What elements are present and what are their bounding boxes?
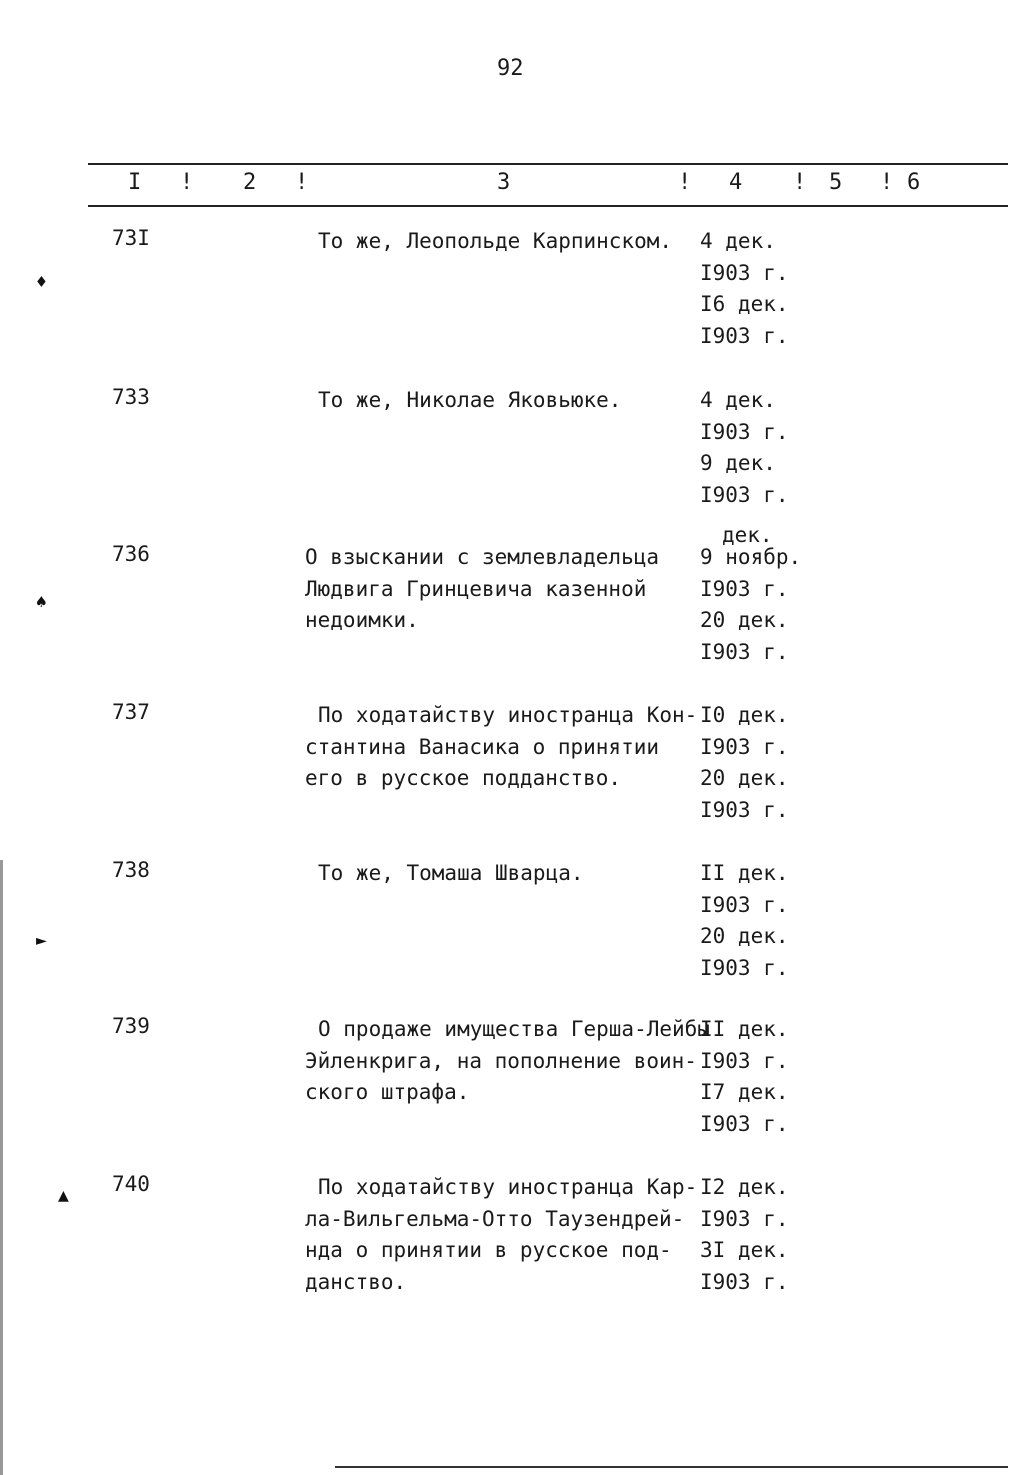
date-line: 20 дек. (700, 608, 789, 632)
entry-description (318, 385, 621, 417)
hole-punch-mark-icon: ♠ (36, 592, 47, 613)
description-line: нда о принятии в русское под- (305, 1238, 672, 1262)
description-line: То же, Николае Яковьюке. (318, 388, 622, 412)
entry-dates (700, 385, 789, 511)
date-line: I2 дек. (700, 1175, 789, 1199)
date-line: II дек. (700, 1017, 789, 1041)
column-header-6: 6 (907, 170, 921, 195)
entry-number: 738 (112, 858, 150, 882)
scan-edge-shadow (0, 860, 3, 1475)
date-line: I903 г. (700, 734, 789, 759)
column-header-3: 3 (497, 170, 511, 195)
description-line: Эйленкрига, на пополнение воин- (305, 1048, 697, 1073)
date-correction: дек. (722, 523, 773, 547)
description-line: стантина Ванасика о принятии (305, 734, 660, 759)
entry-number: 739 (112, 1014, 150, 1038)
entry-description (305, 1172, 698, 1298)
entry-description (318, 858, 584, 890)
date-line: 20 дек. (700, 924, 789, 948)
entry-dates (700, 1014, 789, 1140)
description-line: ла-Вильгельма-Отто Таузендрей- (305, 1206, 685, 1231)
entry-description (305, 542, 659, 637)
date-line: I903 г. (700, 419, 789, 444)
date-line: I903 г. (700, 892, 789, 917)
date-line: 9 дек. (700, 451, 776, 475)
column-header-1: I (128, 170, 142, 195)
hole-punch-mark-icon: ♦ (36, 272, 47, 293)
description-line: По ходатайству иностранца Кон- (318, 703, 698, 727)
column-separator: ! (295, 170, 309, 195)
column-header-4: 4 (729, 170, 743, 195)
column-separator: ! (678, 170, 692, 195)
entry-description (305, 700, 698, 795)
entry-number: 740 (112, 1172, 150, 1196)
date-line: I903 г. (700, 1111, 789, 1136)
entry-description (318, 226, 672, 258)
date-line: I903 г. (700, 576, 789, 601)
entry-description (305, 1014, 710, 1109)
description-line: ского штрафа. (305, 1080, 470, 1104)
date-line: 4 дек. (700, 229, 776, 253)
description-line: О взыскании с землевладельца (305, 545, 660, 569)
date-line: I903 г. (700, 639, 789, 664)
date-line: I7 дек. (700, 1080, 789, 1104)
date-line: I903 г. (700, 955, 789, 980)
entry-dates (700, 700, 789, 826)
date-line: I903 г. (700, 797, 789, 822)
hole-punch-mark-icon: ▲ (58, 1185, 69, 1206)
entry-number: 736 (112, 542, 150, 566)
date-line: I903 г. (700, 1206, 789, 1231)
date-line: I0 дек. (700, 703, 789, 727)
entry-number: 737 (112, 700, 150, 724)
date-line: I903 г. (700, 482, 789, 507)
column-separator: ! (880, 170, 894, 195)
page-number: 92 (497, 56, 524, 81)
description-line: По ходатайству иностранца Кар- (318, 1175, 698, 1199)
entry-dates (700, 226, 789, 352)
date-line: I903 г. (700, 1048, 789, 1073)
header-top-rule (88, 163, 1008, 165)
date-line: 9 ноябр. (700, 545, 802, 569)
column-separator: ! (793, 170, 807, 195)
description-line: данство. (305, 1269, 407, 1294)
date-line: 4 дек. (700, 388, 776, 412)
entry-dates (700, 858, 789, 984)
hole-punch-mark-icon: ► (36, 930, 47, 951)
entry-dates (700, 523, 802, 668)
entry-number: 733 (112, 385, 150, 409)
date-line: 20 дек. (700, 766, 789, 790)
description-line: Людвига Гринцевича казенной (305, 576, 647, 601)
column-header-2: 2 (243, 170, 257, 195)
entry-number: 73I (112, 226, 150, 250)
date-line: II дек. (700, 861, 789, 885)
header-bottom-rule (88, 205, 1008, 207)
date-line: I903 г. (700, 323, 789, 348)
date-line: I903 г. (700, 260, 789, 285)
bottom-rule (335, 1466, 1008, 1468)
description-line: его в русское подданство. (305, 766, 622, 790)
entry-dates (700, 1172, 789, 1298)
description-line: недоимки. (305, 608, 419, 632)
description-line: То же, Томаша Шварца. (318, 861, 584, 885)
date-line: I6 дек. (700, 292, 789, 316)
column-header-5: 5 (829, 170, 843, 195)
description-line: То же, Леопольде Карпинском. (318, 229, 673, 253)
date-line: 3I дек. (700, 1238, 789, 1262)
description-line: О продаже имущества Герша-Лейбы (318, 1017, 710, 1041)
column-separator: ! (180, 170, 194, 195)
date-line: I903 г. (700, 1269, 789, 1294)
